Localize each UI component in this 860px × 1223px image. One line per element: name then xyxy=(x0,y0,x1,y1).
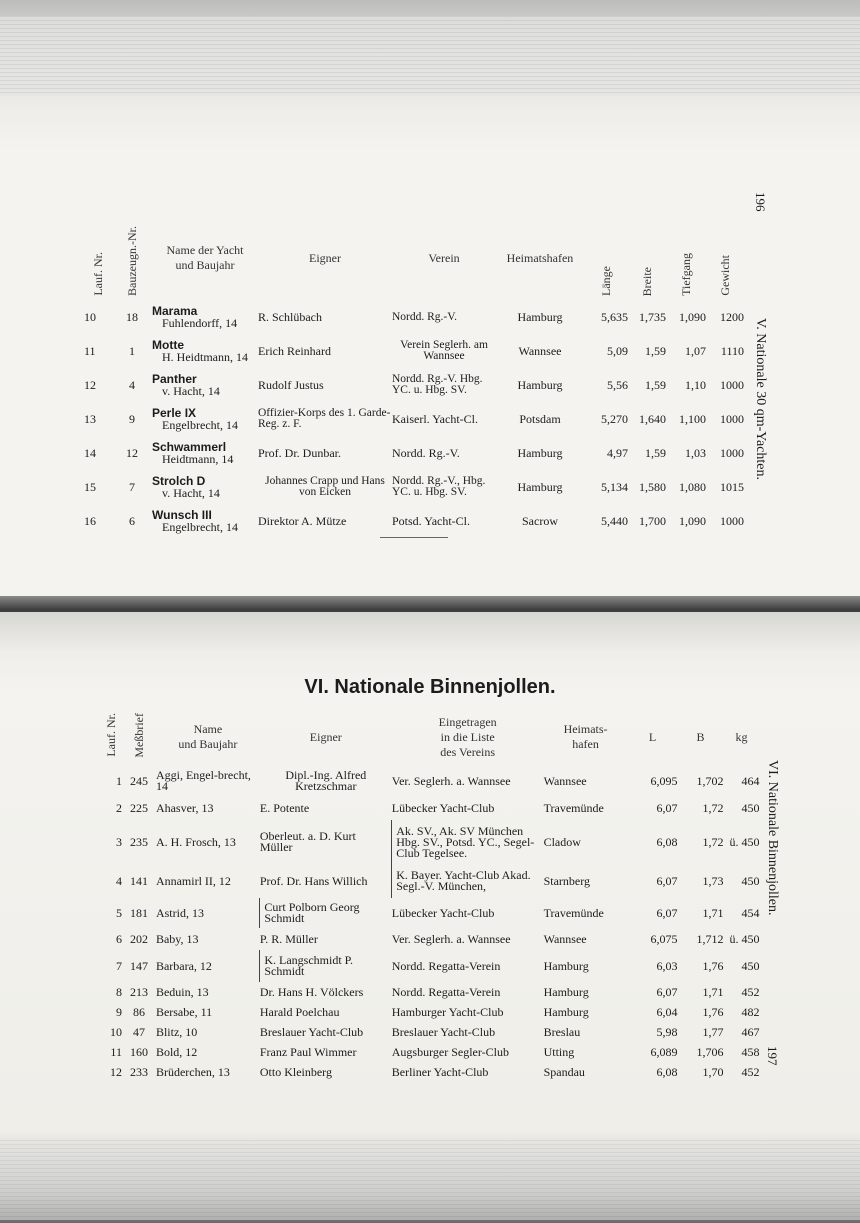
messbrief: 213 xyxy=(129,984,148,999)
gewicht: 1200 xyxy=(720,309,744,324)
page-number: 196 xyxy=(753,192,768,212)
lauf-nr: 10 xyxy=(109,1024,122,1039)
header-b: B xyxy=(696,729,705,744)
laenge: 5,09 xyxy=(607,343,628,358)
verein: Verein Seglerh. am Wannsee xyxy=(400,339,488,362)
verein: Ak. SV., Ak. SV München Hbg. SV., Potsd. YC., Segel-Club Tegelsee. xyxy=(392,820,544,864)
heimatshafen: Sacrow xyxy=(522,513,558,528)
header-eigner: Eigner xyxy=(309,250,341,265)
bauzeugn-nr: 6 xyxy=(129,513,135,528)
gewicht: ü. 450 xyxy=(729,931,760,946)
messbrief: 47 xyxy=(132,1024,145,1039)
yacht-name: Perle IX xyxy=(152,406,197,420)
tiefgang: 1,07 xyxy=(685,343,706,358)
yacht-builder: H. Heidtmann, 14 xyxy=(162,350,248,364)
messbrief: 181 xyxy=(129,905,148,920)
page-edge-lines xyxy=(0,16,860,96)
gewicht: 464 xyxy=(741,773,760,788)
breite: 1,76 xyxy=(702,1004,724,1019)
jolle-name: Annamirl II, 12 xyxy=(155,873,231,888)
jolle-name: Astrid, 13 xyxy=(155,905,204,920)
breite: 1,700 xyxy=(639,513,666,528)
laenge: 6,03 xyxy=(656,958,678,973)
header-name-1: Name der Yacht xyxy=(166,243,244,257)
jolle-name: Bersabe, 11 xyxy=(155,1004,213,1019)
breite: 1,640 xyxy=(639,411,666,426)
laenge: 6,075 xyxy=(650,931,678,946)
jolle-name: Blitz, 10 xyxy=(155,1024,198,1039)
jolle-name: Barbara, 12 xyxy=(155,958,212,973)
header-heimats-1: Heimats- xyxy=(563,722,608,736)
verein: Nordd. Rg.-V. xyxy=(392,445,460,460)
header-name-2: und Baujahr xyxy=(175,258,235,272)
gewicht: 482 xyxy=(741,1004,760,1019)
lauf-nr: 9 xyxy=(115,1004,122,1019)
yacht-name: Panther xyxy=(152,372,197,386)
verein: Potsd. Yacht-Cl. xyxy=(392,513,471,528)
messbrief: 160 xyxy=(129,1044,148,1059)
table-row xyxy=(100,796,760,820)
header-heimatshafen: Heimatshafen xyxy=(506,250,574,265)
heimatshafen: Wannsee xyxy=(543,773,587,788)
breite: 1,72 xyxy=(702,834,724,849)
eigner: Dipl.-Ing. Alfred Kretzschmar xyxy=(285,768,367,793)
breite: 1,59 xyxy=(645,377,666,392)
eigner: Erich Reinhard xyxy=(258,343,331,358)
lauf-nr: 5 xyxy=(115,905,122,920)
yacht-name: Marama xyxy=(152,304,198,318)
header-tiefgang: Tiefgang xyxy=(679,253,693,296)
yacht-name: Schwammerl xyxy=(152,440,227,454)
gewicht: 458 xyxy=(741,1044,760,1059)
breite: 1,71 xyxy=(702,984,724,999)
page-number-2: 197 xyxy=(765,1046,780,1066)
header-eingetragen-3: des Vereins xyxy=(440,744,496,759)
jolle-name: Bold, 12 xyxy=(155,1044,198,1059)
eigner: P. R. Müller xyxy=(259,931,318,946)
tiefgang: 1,03 xyxy=(685,445,706,460)
yacht-builder: Engelbrecht, 14 xyxy=(162,520,238,534)
table-row xyxy=(100,864,760,898)
messbrief: 141 xyxy=(129,873,148,888)
header-gewicht: Gewicht xyxy=(718,255,732,296)
lauf-nr: 12 xyxy=(84,377,96,392)
gewicht: 1000 xyxy=(720,445,744,460)
verein: Berliner Yacht-Club xyxy=(391,1064,489,1079)
bauzeugn-nr: 18 xyxy=(126,309,138,324)
heimatshafen: Spandau xyxy=(543,1064,585,1079)
gewicht: 452 xyxy=(741,1064,760,1079)
bauzeugn-nr: 7 xyxy=(129,479,135,494)
table-header xyxy=(84,196,744,300)
header-messbrief: Meßbrief xyxy=(131,712,146,758)
header-lauf-nr: Lauf. Nr. xyxy=(91,252,105,296)
messbrief: 245 xyxy=(129,773,148,788)
verein: Augsburger Segler-Club xyxy=(391,1044,509,1059)
heimatshafen: Hamburg xyxy=(517,309,563,324)
laenge: 6,04 xyxy=(656,1004,678,1019)
header-heimats-2: hafen xyxy=(572,737,599,751)
header-verein: Verein xyxy=(428,250,460,265)
tiefgang: 1,100 xyxy=(679,411,706,426)
jolle-name: Brüderchen, 13 xyxy=(155,1064,230,1079)
yacht-name: Wunsch III xyxy=(152,508,212,522)
eigner: Rudolf Justus xyxy=(258,377,324,392)
table-row xyxy=(84,368,744,402)
breite: 1,76 xyxy=(702,958,724,973)
yacht-builder: Heidtmann, 14 xyxy=(162,452,234,466)
table-row xyxy=(100,1022,760,1042)
bauzeugn-nr: 9 xyxy=(129,411,135,426)
messbrief: 147 xyxy=(129,958,148,973)
table-row xyxy=(100,820,760,864)
verein: Kaiserl. Yacht-Cl. xyxy=(392,411,478,426)
table-row xyxy=(100,950,760,982)
yacht-builder: Fuhlendorff, 14 xyxy=(162,316,238,330)
table-row xyxy=(100,1002,760,1022)
lauf-nr: 6 xyxy=(115,931,122,946)
verein: Nordd. Regatta-Verein xyxy=(391,984,501,999)
lauf-nr: 16 xyxy=(84,513,96,528)
breite: 1,59 xyxy=(645,343,666,358)
heimatshafen: Potsdam xyxy=(519,411,561,426)
laenge: 4,97 xyxy=(607,445,628,460)
heimatshafen: Travemünde xyxy=(543,800,604,815)
eigner: Otto Kleinberg xyxy=(259,1064,332,1079)
eigner: E. Potente xyxy=(259,800,310,815)
verein: Ver. Seglerh. a. Wannsee xyxy=(391,931,511,946)
gewicht: 1110 xyxy=(720,343,744,358)
jolle-name: Beduin, 13 xyxy=(155,984,209,999)
header-eingetragen-1: Eingetragen xyxy=(438,714,497,729)
messbrief: 202 xyxy=(129,931,148,946)
lauf-nr: 11 xyxy=(110,1044,122,1059)
verein: Ver. Seglerh. a. Wannsee xyxy=(391,773,511,788)
header-eingetragen-2: in die Liste xyxy=(440,729,495,744)
laenge: 6,089 xyxy=(650,1044,678,1059)
jolle-name: Aggi, Engel-brecht, 14 xyxy=(155,768,251,793)
table-row xyxy=(100,898,760,928)
tiefgang: 1,10 xyxy=(685,377,706,392)
heimatshafen: Hamburg xyxy=(543,984,589,999)
jolle-name: A. H. Frosch, 13 xyxy=(155,834,236,849)
table-row xyxy=(84,402,744,436)
gewicht: 1000 xyxy=(720,411,744,426)
jollen-table xyxy=(100,708,760,1082)
heimatshafen: Hamburg xyxy=(517,377,563,392)
gewicht: 450 xyxy=(741,873,760,888)
section-divider xyxy=(380,537,448,538)
header-name-1b: Name xyxy=(193,722,223,736)
eigner: Johannes Crapp und Hans von Eicken xyxy=(265,475,385,498)
verein: Hamburger Yacht-Club xyxy=(391,1004,504,1019)
bauzeugn-nr: 1 xyxy=(129,343,135,358)
tiefgang: 1,090 xyxy=(679,513,706,528)
eigner: Prof. Dr. Hans Willich xyxy=(259,873,368,888)
yacht-name: Motte xyxy=(152,338,184,352)
table-row xyxy=(84,504,744,538)
bauzeugn-nr: 12 xyxy=(126,445,138,460)
breite: 1,70 xyxy=(702,1064,724,1079)
table-row xyxy=(100,1042,760,1062)
gewicht: 1015 xyxy=(720,479,744,494)
heimatshafen: Starnberg xyxy=(543,873,591,888)
heimatshafen: Travemünde xyxy=(543,905,604,920)
eigner: Harald Poelchau xyxy=(259,1004,340,1019)
lauf-nr: 15 xyxy=(84,479,96,494)
gewicht: 1000 xyxy=(720,513,744,528)
heimatshafen: Hamburg xyxy=(517,479,563,494)
jolle-name: Ahasver, 13 xyxy=(155,800,214,815)
header-lauf-nr-2: Lauf. Nr. xyxy=(103,713,118,757)
table-row xyxy=(84,436,744,470)
table-row xyxy=(100,1062,760,1082)
tiefgang: 1,080 xyxy=(679,479,706,494)
header-breite: Breite xyxy=(640,266,654,296)
heimatshafen: Cladow xyxy=(543,834,581,849)
section-title: VI. Nationale Binnenjollen. xyxy=(304,676,556,698)
heimatshafen: Hamburg xyxy=(543,958,589,973)
page-edge-lines xyxy=(0,1140,860,1220)
breite: 1,71 xyxy=(702,905,724,920)
lauf-nr: 12 xyxy=(109,1064,122,1079)
eigner: Direktor A. Mütze xyxy=(258,513,347,528)
laenge: 6,07 xyxy=(656,800,678,815)
eigner: K. Langschmidt P. Schmidt xyxy=(260,950,392,982)
laenge: 6,095 xyxy=(650,773,678,788)
yacht-builder: v. Hacht, 14 xyxy=(162,384,220,398)
lauf-nr: 8 xyxy=(115,984,122,999)
heimatshafen: Hamburg xyxy=(517,445,563,460)
eigner: Prof. Dr. Dunbar. xyxy=(258,445,341,460)
verein: Lübecker Yacht-Club xyxy=(391,905,495,920)
lauf-nr: 10 xyxy=(84,309,96,324)
verein: Lübecker Yacht-Club xyxy=(391,800,495,815)
messbrief: 225 xyxy=(129,800,148,815)
breite: 1,72 xyxy=(702,800,724,815)
laenge: 5,635 xyxy=(601,309,628,324)
heimatshafen: Breslau xyxy=(543,1024,581,1039)
gewicht: 452 xyxy=(741,984,760,999)
gewicht: 454 xyxy=(741,905,760,920)
eigner: Franz Paul Wimmer xyxy=(259,1044,357,1059)
lauf-nr: 4 xyxy=(115,873,122,888)
verein: K. Bayer. Yacht-Club Akad. Segl.-V. München, xyxy=(392,864,544,898)
breite: 1,702 xyxy=(696,773,724,788)
verein: Nordd. Regatta-Verein xyxy=(391,958,501,973)
lauf-nr: 14 xyxy=(84,445,96,460)
yacht-builder: Engelbrecht, 14 xyxy=(162,418,238,432)
table-row xyxy=(84,334,744,368)
heimatshafen: Hamburg xyxy=(543,1004,589,1019)
breite: 1,73 xyxy=(702,873,724,888)
gewicht: 450 xyxy=(741,958,760,973)
lauf-nr: 11 xyxy=(84,343,96,358)
verein: Nordd. Rg.-V. Hbg. YC. u. Hbg. SV. xyxy=(392,373,483,396)
table-row xyxy=(84,470,744,504)
laenge: 5,270 xyxy=(601,411,628,426)
laenge: 5,440 xyxy=(601,513,628,528)
header-laenge: Länge xyxy=(599,266,613,296)
eigner: Offizier-Korps des 1. Garde-Reg. z. F. xyxy=(258,407,391,430)
table-row xyxy=(100,766,760,796)
laenge: 6,07 xyxy=(656,984,678,999)
jolle-name: Baby, 13 xyxy=(155,931,199,946)
gewicht: 1000 xyxy=(720,377,744,392)
gewicht: ü. 450 xyxy=(729,834,760,849)
messbrief: 233 xyxy=(129,1064,148,1079)
gewicht: 450 xyxy=(741,800,760,815)
laenge: 5,134 xyxy=(601,479,628,494)
running-head: V. Nationale 30 qm-Yachten. xyxy=(753,318,768,481)
table-header xyxy=(100,708,760,766)
heimatshafen: Wannsee xyxy=(543,931,587,946)
header-bauzeugn-nr: Bauzeugn.-Nr. xyxy=(125,226,139,296)
yacht-builder: v. Hacht, 14 xyxy=(162,486,220,500)
bauzeugn-nr: 4 xyxy=(129,377,135,392)
laenge: 5,56 xyxy=(607,377,628,392)
table-row xyxy=(84,300,744,334)
laenge: 6,07 xyxy=(656,873,678,888)
heimatshafen: Utting xyxy=(543,1044,575,1059)
heimatshafen: Wannsee xyxy=(518,343,562,358)
eigner: Breslauer Yacht-Club xyxy=(259,1024,364,1039)
yacht-name: Strolch D xyxy=(152,474,206,488)
table-row xyxy=(100,982,760,1002)
yacht-table xyxy=(84,196,744,538)
breite: 1,59 xyxy=(645,445,666,460)
breite: 1,706 xyxy=(696,1044,724,1059)
table-row xyxy=(100,928,760,950)
eigner: Curt Polborn Georg Schmidt xyxy=(260,898,392,928)
verein: Nordd. Rg.-V., Hbg. YC. u. Hbg. SV. xyxy=(392,475,486,498)
breite: 1,77 xyxy=(702,1024,724,1039)
eigner: Oberleut. a. D. Kurt Müller xyxy=(259,829,356,854)
running-head-2: VI. Nationale Binnenjollen. xyxy=(765,760,780,916)
messbrief: 235 xyxy=(129,834,148,849)
lauf-nr: 3 xyxy=(115,834,122,849)
lauf-nr: 1 xyxy=(115,773,122,788)
header-l: L xyxy=(648,729,657,744)
lauf-nr: 2 xyxy=(115,800,122,815)
breite: 1,580 xyxy=(639,479,666,494)
lauf-nr: 13 xyxy=(84,411,96,426)
messbrief: 86 xyxy=(132,1004,145,1019)
header-name-2b: und Baujahr xyxy=(178,737,238,751)
eigner: R. Schlübach xyxy=(258,309,322,324)
breite: 1,735 xyxy=(639,309,666,324)
laenge: 6,08 xyxy=(656,834,678,849)
laenge: 5,98 xyxy=(656,1024,678,1039)
laenge: 6,07 xyxy=(656,905,678,920)
verein: Nordd. Rg.-V. xyxy=(392,310,457,323)
lauf-nr: 7 xyxy=(115,958,122,973)
verein: Breslauer Yacht-Club xyxy=(391,1024,496,1039)
gewicht: 467 xyxy=(741,1024,760,1039)
laenge: 6,08 xyxy=(656,1064,678,1079)
eigner: Dr. Hans H. Völckers xyxy=(259,984,364,999)
header-eigner-2: Eigner xyxy=(309,729,342,744)
tiefgang: 1,090 xyxy=(679,309,706,324)
breite: 1,712 xyxy=(696,931,724,946)
header-kg: kg xyxy=(735,729,748,744)
